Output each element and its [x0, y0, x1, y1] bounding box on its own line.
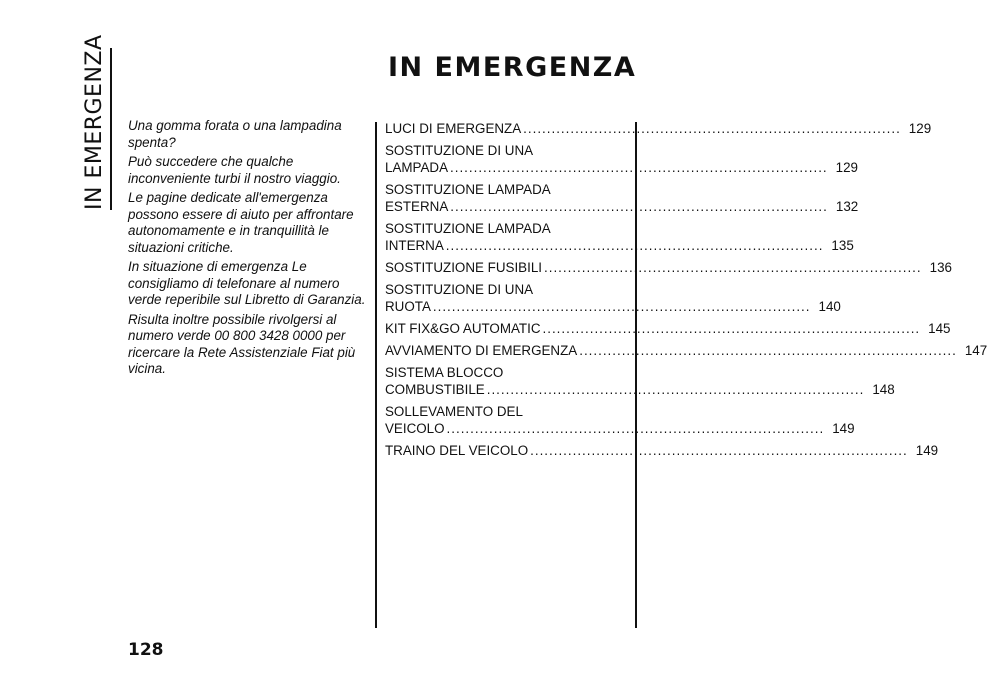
toc-page-number: 149 — [915, 443, 939, 458]
toc-entry-line — [385, 320, 951, 337]
toc-leader-dots: ................................................................................ — [446, 421, 825, 436]
toc-entry-title: SOSTITUZIONE FUSIBILI — [385, 260, 542, 275]
toc-page-number: 148 — [872, 382, 895, 397]
toc-leader-dots: ................................................................................ — [486, 382, 865, 397]
toc-entry-title: LAMPADA — [385, 160, 449, 175]
toc-leader-dots: ................................................................................ — [450, 160, 828, 175]
intro-paragraph: Le pagine dedicate all'emergenza possono essere di aiuto per affrontare autonomamente e in tranquillità le situazioni critiche. — [128, 190, 354, 255]
intro-paragraph: Risulta inoltre possibile rivolgersi al numero verde 00 800 3428 0000 per ricercare la Rete Assistenziale Fiat più vicina. — [128, 311, 356, 376]
toc-leader-dots: ................................................................................ — [445, 238, 824, 253]
toc-leader-dots: ................................................................................ — [450, 199, 828, 214]
side-tab-label: IN EMERGENZA — [82, 34, 107, 210]
toc-entry-line — [385, 342, 987, 359]
toc-page-number: 132 — [835, 199, 859, 214]
toc-entry-title: TRAINO DEL VEICOLO — [385, 443, 529, 458]
toc-entry[interactable] — [385, 142, 858, 176]
intro-paragraph: Una gomma forata o una lampadina spenta? — [128, 118, 342, 150]
intro-paragraph: Può succedere che qualche inconveniente turbi il nostro viaggio. — [128, 154, 341, 186]
toc-entry[interactable] — [385, 259, 952, 276]
toc-entry-line — [385, 298, 841, 315]
toc-entry-title: COMBUSTIBILE — [385, 382, 485, 397]
toc-entry-line — [385, 198, 859, 215]
toc-entry[interactable] — [385, 403, 855, 437]
side-tab — [78, 34, 112, 210]
toc-entry-line — [385, 120, 932, 137]
toc-entry-title: SOSTITUZIONE DI UNA — [385, 143, 534, 158]
toc-entry[interactable] — [385, 281, 841, 315]
toc-leader-dots: ................................................................................ — [579, 343, 957, 358]
toc-entry-title: VEICOLO — [385, 421, 445, 436]
column-divider-left — [375, 122, 377, 628]
toc-entry-title: ESTERNA — [385, 199, 449, 214]
side-tab-rule — [110, 48, 112, 210]
table-of-contents — [385, 120, 987, 464]
toc-entry-line — [385, 442, 939, 459]
toc-entry-line — [385, 381, 895, 398]
toc-entry-title: SOLLEVAMENTO DEL — [385, 404, 523, 419]
toc-entry-line — [385, 420, 855, 437]
toc-page-number: 135 — [831, 238, 854, 253]
toc-entry-title: RUOTA — [385, 299, 431, 314]
toc-entry-title: INTERNA — [385, 238, 444, 253]
toc-entry-title: SISTEMA BLOCCO — [385, 365, 504, 380]
toc-entry-title: LUCI DI EMERGENZA — [385, 121, 522, 136]
intro-text — [128, 118, 370, 381]
toc-entry-title: SOSTITUZIONE LAMPADA — [385, 221, 551, 236]
toc-entry-title: KIT FIX&GO AUTOMATIC — [385, 321, 541, 336]
toc-entry[interactable] — [385, 181, 859, 215]
toc-entry[interactable] — [385, 120, 932, 137]
toc-page-number: 129 — [835, 160, 858, 175]
toc-entry-title: SOSTITUZIONE DI UNA — [385, 282, 534, 297]
toc-page-number: 145 — [928, 321, 951, 336]
toc-entry[interactable] — [385, 320, 951, 337]
toc-entry[interactable] — [385, 364, 895, 398]
toc-page-number: 147 — [964, 343, 987, 358]
toc-leader-dots: ................................................................................ — [432, 299, 811, 314]
toc-entry[interactable] — [385, 220, 854, 254]
toc-page-number: 149 — [832, 421, 855, 436]
toc-leader-dots: ................................................................................ — [542, 321, 921, 336]
toc-page-number: 140 — [818, 299, 841, 314]
intro-paragraph: In situazione di emergenza Le consigliamo di telefonare al numero verde reperibile sul Libretto di Garanzia. — [128, 259, 366, 307]
toc-entry-title: SOSTITUZIONE LAMPADA — [385, 182, 551, 197]
toc-entry-line — [385, 259, 952, 276]
page-title: IN EMERGENZA — [388, 52, 637, 83]
toc-page-number: 129 — [908, 121, 932, 136]
toc-entry-line — [385, 237, 854, 254]
toc-leader-dots: ................................................................................ — [530, 443, 908, 458]
toc-entry[interactable] — [385, 442, 939, 459]
toc-leader-dots: ................................................................................ — [523, 121, 901, 136]
toc-page-number: 136 — [929, 260, 952, 275]
toc-entry-title: AVVIAMENTO DI EMERGENZA — [385, 343, 578, 358]
toc-entry-line — [385, 159, 858, 176]
toc-entry[interactable] — [385, 342, 987, 359]
toc-leader-dots: ................................................................................ — [544, 260, 922, 275]
page-number: 128 — [128, 640, 164, 660]
